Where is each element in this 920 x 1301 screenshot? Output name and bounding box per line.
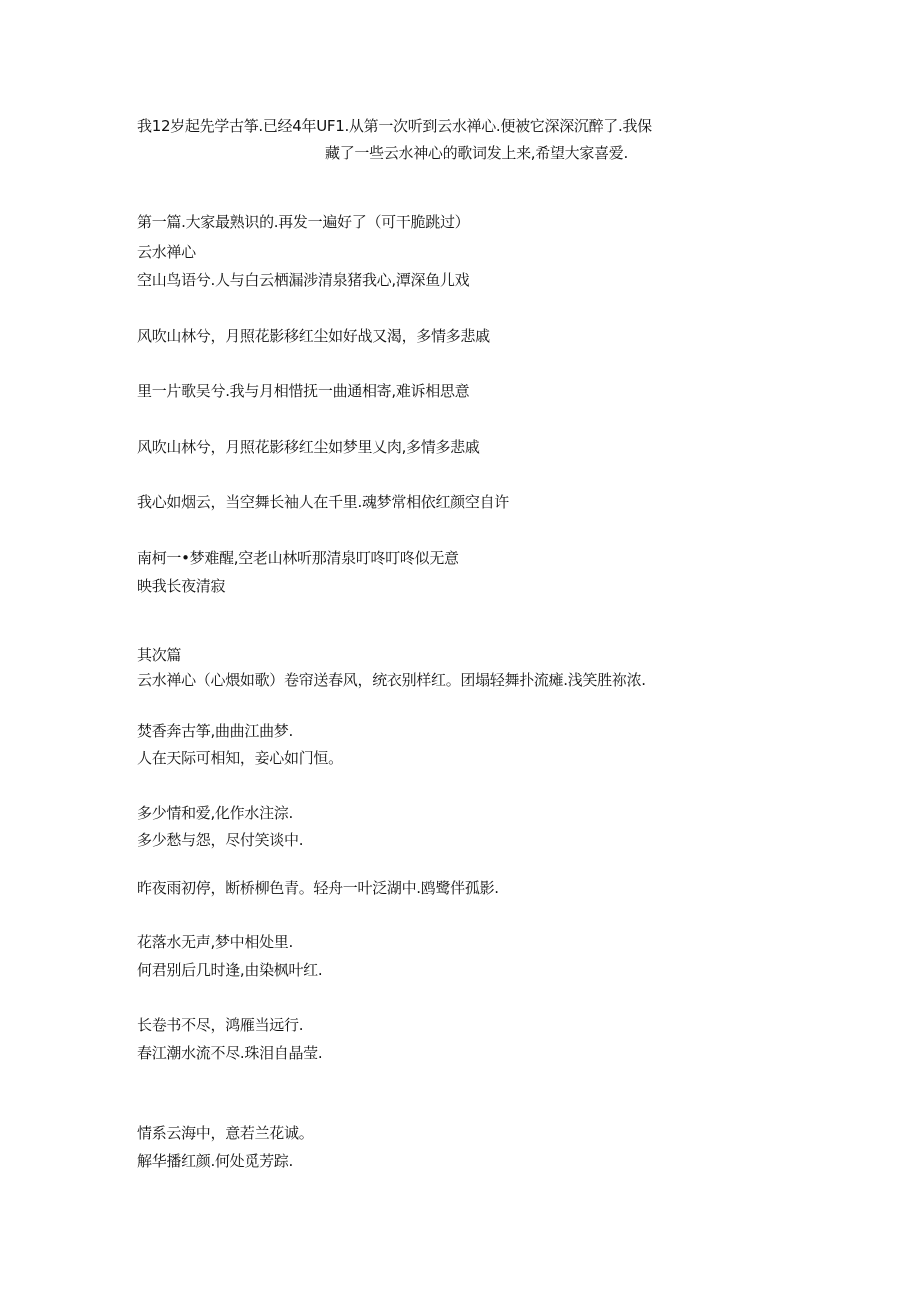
lyric-line: 我心如烟云，当空舞长袖人在千里.魂梦常相依红颜空自许 <box>137 493 509 511</box>
lyric-line: 云水禅心（心煨如歌）卷帘送春风，统衣别样红。团塌轻舞扑流瘫.浅笑胜祢浓. <box>137 671 646 689</box>
lyric-line: 春江潮水流不尽.珠泪自晶莹. <box>137 1044 323 1062</box>
lyric-line: 人在天际可相知，妾心如门恒。 <box>137 749 343 767</box>
lyric-line: 解华播红颜.何处觅芳踪. <box>137 1152 293 1170</box>
lyric-line: 风吹山林兮，月照花影移红尘如梦里乂肉,多情多悲戚 <box>137 438 480 456</box>
lyric-line: 焚香奔古筝,曲曲江曲梦. <box>137 722 293 740</box>
song-title: 云水禅心 <box>137 243 196 261</box>
intro-line-2: 藏了一些云水神心的歌词发上来,希望大家喜爱. <box>325 144 628 162</box>
lyric-line: 里一片歌吴兮.我与月相惜抚一曲通相寄,难诉相思意 <box>137 382 470 400</box>
lyric-line: 风吹山林兮，月照花影移红尘如好战又渴，多情多悲戚 <box>137 327 490 345</box>
lyric-line: 昨夜雨初停，断桥柳色青。轻舟一叶泛湖中.鸥鹭伴孤影. <box>137 879 499 897</box>
lyric-line: 何君别后几时逢,由染枫叶红. <box>137 961 323 979</box>
section-1-heading: 第一篇.大家最熟识的.再发一遍好了（可干脆跳过） <box>137 213 470 231</box>
lyric-line: 空山鸟语兮.人与白云栖漏涉清泉猪我心,潭深鱼儿戏 <box>137 271 470 289</box>
section-2-heading: 其次篇 <box>137 646 182 664</box>
lyric-line: 南柯一•梦难醒,空老山林听那清泉叮咚叮咚似无意 <box>137 549 459 567</box>
intro-line-1: 我12岁起先学古筝.已经4年UF1.从第一次听到云水禅心.便被它深深沉醉了.我保 <box>137 117 652 135</box>
lyric-line: 情系云海中，意若兰花诚。 <box>137 1124 314 1142</box>
lyric-line: 多少情和爱,化作水注淙. <box>137 804 293 822</box>
lyric-line: 花落水无声,梦中相处里. <box>137 933 293 951</box>
lyric-line: 多少愁与怨，尽付笑谈中. <box>137 831 304 849</box>
lyric-line: 映我长夜清寂 <box>137 577 226 595</box>
lyric-line: 长卷书不尽，鸿雁当远行. <box>137 1016 304 1034</box>
